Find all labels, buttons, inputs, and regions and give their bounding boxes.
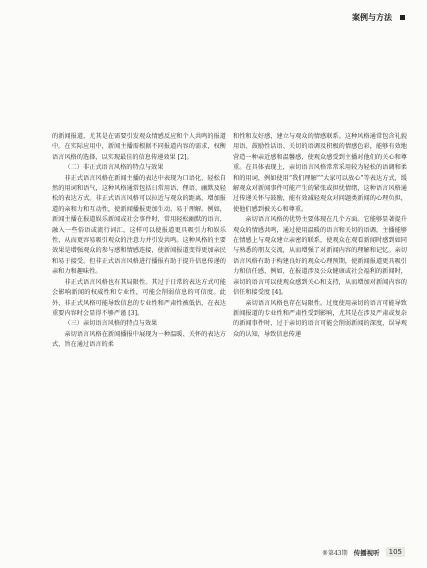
paragraph: 亲切语言风格在新闻播报中展现为一种温暖、关怀的表达方式，旨在通过语言的柔 xyxy=(52,330,226,349)
journal-name: 传播视听 xyxy=(353,548,380,557)
section-title: 案例与方法 xyxy=(352,13,392,22)
paragraph: 非正式语言风格在新闻主播的表达中表现为口语化、轻松自然的用词和语气，这种风格通常包括日常用语、俚语、幽默及轻松的表达方式。非正式语言风格可以拉近与观众的距离，增加报道的亲和力和互动性，使新闻播报更加生动、易于理解。例如，新闻主播在报道娱乐新闻或社会事件时，常用轻松幽默的语言，融入一些俗语或流行词汇，这样可以使报道更具吸引力和娱乐性，从而更容易吸引观众的注意力并引发共鸣。这种风格的主要效果是增强观众的参与感和情感连接，使新闻报道变得更加亲民和易于接受。但非正式语言风格进行播报有助于提升信息传递的亲和力和趣味性。 xyxy=(52,174,226,276)
section-heading: （三）亲切语言风格的特点与效果 xyxy=(64,320,158,328)
paragraph: 亲切语言风格也存在局限性。过度使用亲切的语言可能导致新闻报道的专业性和严肃性受到影响，尤其是在涉及严肃或复杂的新闻事件时，过于亲切的语言可能会削弱新闻的深度，误导观众的认知，导致信息传递 xyxy=(233,299,407,338)
page-number: 105 xyxy=(386,547,405,557)
section-heading: （二）非正式语言风格的特点与效果 xyxy=(64,164,164,172)
left-column xyxy=(52,132,226,351)
issue-number: ®第43期 xyxy=(321,549,348,557)
page-footer xyxy=(322,547,405,557)
right-column xyxy=(233,132,407,340)
paragraph: 和性和友好感，建立与观众的情感联系。这种风格通常包含礼貌用语、鼓励性话语、关切的语调及积极的情感色彩，能够有效地营造一种亲近感和温馨感，使观众感受到主播对他们的关心和尊重。在具体表现上，亲切语言风格常常采用较为轻松的语调和柔和的用词，例如使用“我们理解”“大家可以放心”等表达方式，缓解观众对新闻事件可能产生的紧张或担忧情绪，这种语言风格通过传递关怀与鼓励，能有效减轻观众对问题类新闻的心理负担，使他们感到被关心和尊重。 xyxy=(233,133,407,213)
paragraph: 亲切语言风格的优势主要体现在几个方面。它能够显著提升观众的情感共鸣，通过使用温暖的语言和关切的语调，主播能够在情感上与观众建立亲密的联系，使观众在观看新闻时感到如同与熟悉的朋友交流，从而增强了对新闻内容的理解和记忆。亲切语言风格有助于构建良好的观众心理预期，使新闻报道更具吸引力和信任感，例如，在报道涉及公众健康或社会福利的新闻时，亲切的语言可以使观众感到关心和支持，从而增加对新闻内容的信任和接受度 [4]。 xyxy=(233,216,407,297)
paragraph: 非正式语言风格也有其局限性。其过于日常的表达方式可能会影响新闻的权威性和专业性，可能会削弱信息的可信度。此外，非正式风格可能导致信息的专业性和严肃性被低估，在表达重要内容时会显得不够严谨 [3]。 xyxy=(52,278,226,317)
page-header xyxy=(352,12,405,23)
paragraph: 的新闻报道，尤其是在需要引发观众情感反应和个人共鸣的报道中。在实际应用中，新闻主播需根据不同报道内容的需求，权衡语言风格的选择，以实现最佳的信息传递效果 [2]。 xyxy=(52,133,226,161)
header-square-icon xyxy=(400,15,405,20)
